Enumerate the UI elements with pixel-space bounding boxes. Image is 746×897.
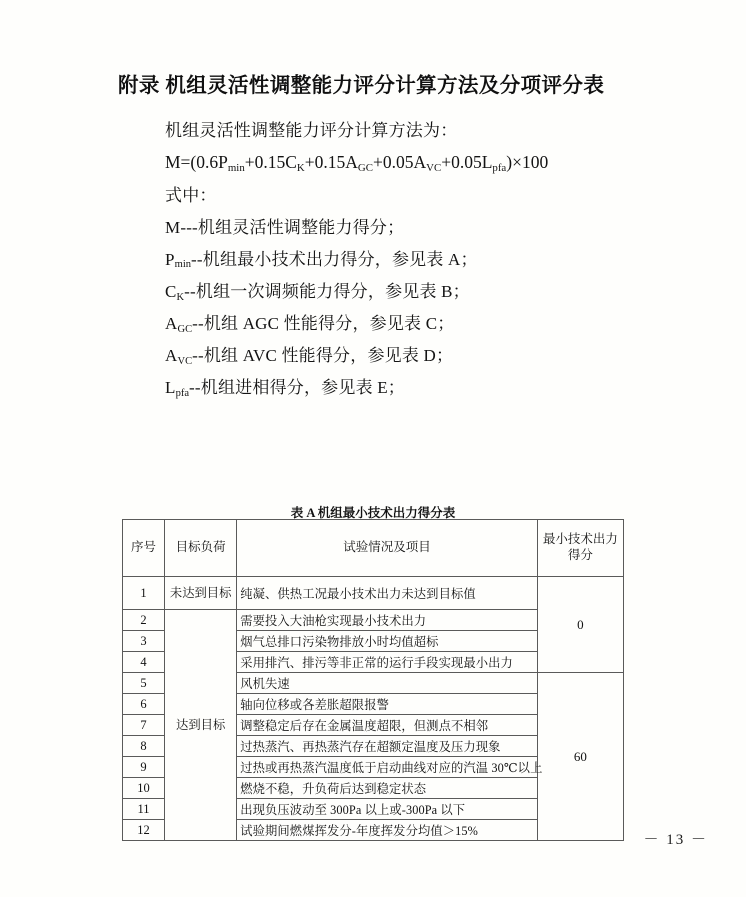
table-row [123, 577, 624, 610]
page-number: － 13 － [643, 832, 708, 848]
row-no: 12 [123, 820, 165, 841]
load-group-not-reached: 未达到目标 [165, 577, 237, 610]
header-no: 序号 [123, 520, 165, 577]
definition-avc [165, 347, 635, 365]
definition-text: ---机组灵活性调整能力得分； [180, 217, 405, 237]
intro-paragraph: 机组灵活性调整能力评分计算方法为： [165, 121, 458, 140]
row-no: 7 [123, 715, 165, 736]
row-no: 2 [123, 610, 165, 631]
table-header-row [123, 520, 624, 577]
row-item: 燃烧不稳，升负荷后达到稳定状态 [237, 778, 538, 799]
formula-sub-gc: GC [357, 161, 373, 174]
formula-sub-pfa: pfa [492, 161, 507, 174]
definition-ck [165, 283, 635, 301]
minimum-output-score-table [122, 519, 624, 841]
definition-symbol: L [165, 377, 176, 397]
row-no: 1 [123, 577, 165, 610]
row-item: 过热或再热蒸汽温度低于启动曲线对应的汽温 30℃以上 [237, 757, 538, 778]
row-item: 调整稳定后存在金属温度超限，但测点不相邻 [237, 715, 538, 736]
definition-agc [165, 315, 635, 333]
definition-subscript: VC [177, 355, 193, 367]
row-no: 3 [123, 631, 165, 652]
formula-term-1: +0.15C [244, 151, 297, 172]
row-item: 采用排汽、排污等非正常的运行手段实现最小出力 [237, 652, 538, 673]
formula-term-3: +0.05A [372, 151, 427, 172]
definition-text: --机组 AVC 性能得分，参见表 D； [192, 345, 454, 365]
page-title: 附录 机组灵活性调整能力评分计算方法及分项评分表 [118, 75, 605, 97]
definition-pmin [165, 251, 635, 269]
scoring-formula [165, 151, 635, 174]
definition-text: --机组最小技术出力得分，参见表 A； [191, 249, 478, 269]
formula-term-5: )×100 [506, 151, 549, 172]
row-item: 轴向位移或各差胀超限报警 [237, 694, 538, 715]
definition-subscript: pfa [175, 387, 190, 399]
definition-symbol: M [165, 217, 181, 237]
row-no: 10 [123, 778, 165, 799]
score-group-60: 60 [537, 673, 623, 841]
row-no: 11 [123, 799, 165, 820]
load-group-reached: 达到目标 [165, 610, 237, 841]
where-label: 式中： [165, 186, 217, 205]
row-item: 风机失速 [237, 673, 538, 694]
definition-subscript: min [174, 259, 192, 271]
header-item: 试验情况及项目 [237, 520, 538, 577]
table-caption: 表 A 机组最小技术出力得分表 [290, 506, 456, 520]
row-no: 9 [123, 757, 165, 778]
row-no: 4 [123, 652, 165, 673]
row-no: 6 [123, 694, 165, 715]
definition-lpfa [165, 379, 635, 397]
formula-term-4: +0.05L [441, 151, 493, 172]
body-content [165, 122, 635, 411]
row-item: 烟气总排口污染物排放小时均值超标 [237, 631, 538, 652]
row-item: 出现负压波动至 300Pa 以上或-300Pa 以下 [237, 799, 538, 820]
score-group-0: 0 [537, 577, 623, 673]
row-item: 过热蒸汽、再热蒸汽存在超额定温度及压力现象 [237, 736, 538, 757]
definition-text: --机组 AGC 性能得分，参见表 C； [192, 313, 455, 333]
definition-symbol: C [165, 281, 177, 301]
definition-text: --机组进相得分，参见表 E； [189, 377, 406, 397]
formula-lead: M=(0.6P [165, 151, 228, 172]
header-score: 最小技术出力得分 [537, 520, 623, 577]
definition-symbol: P [165, 249, 175, 269]
formula-term-2: +0.15A [304, 151, 358, 172]
definition-subscript: GC [177, 323, 193, 335]
formula-sub-min: min [227, 161, 245, 174]
formula-sub-vc: VC [426, 161, 442, 174]
row-no: 5 [123, 673, 165, 694]
formula-sub-k: K [296, 161, 305, 174]
header-load: 目标负荷 [165, 520, 237, 577]
definition-symbol: A [165, 313, 178, 333]
definition-m [165, 219, 635, 237]
definition-subscript: K [176, 291, 185, 303]
row-item: 纯凝、供热工况最小技术出力未达到目标值 [237, 577, 538, 610]
row-no: 8 [123, 736, 165, 757]
definition-symbol: A [165, 345, 178, 365]
definition-text: --机组一次调频能力得分，参见表 B； [184, 281, 470, 301]
row-item: 试验期间燃煤挥发分-年度挥发分均值＞15% [237, 820, 538, 841]
row-item: 需要投入大油枪实现最小技术出力 [237, 610, 538, 631]
